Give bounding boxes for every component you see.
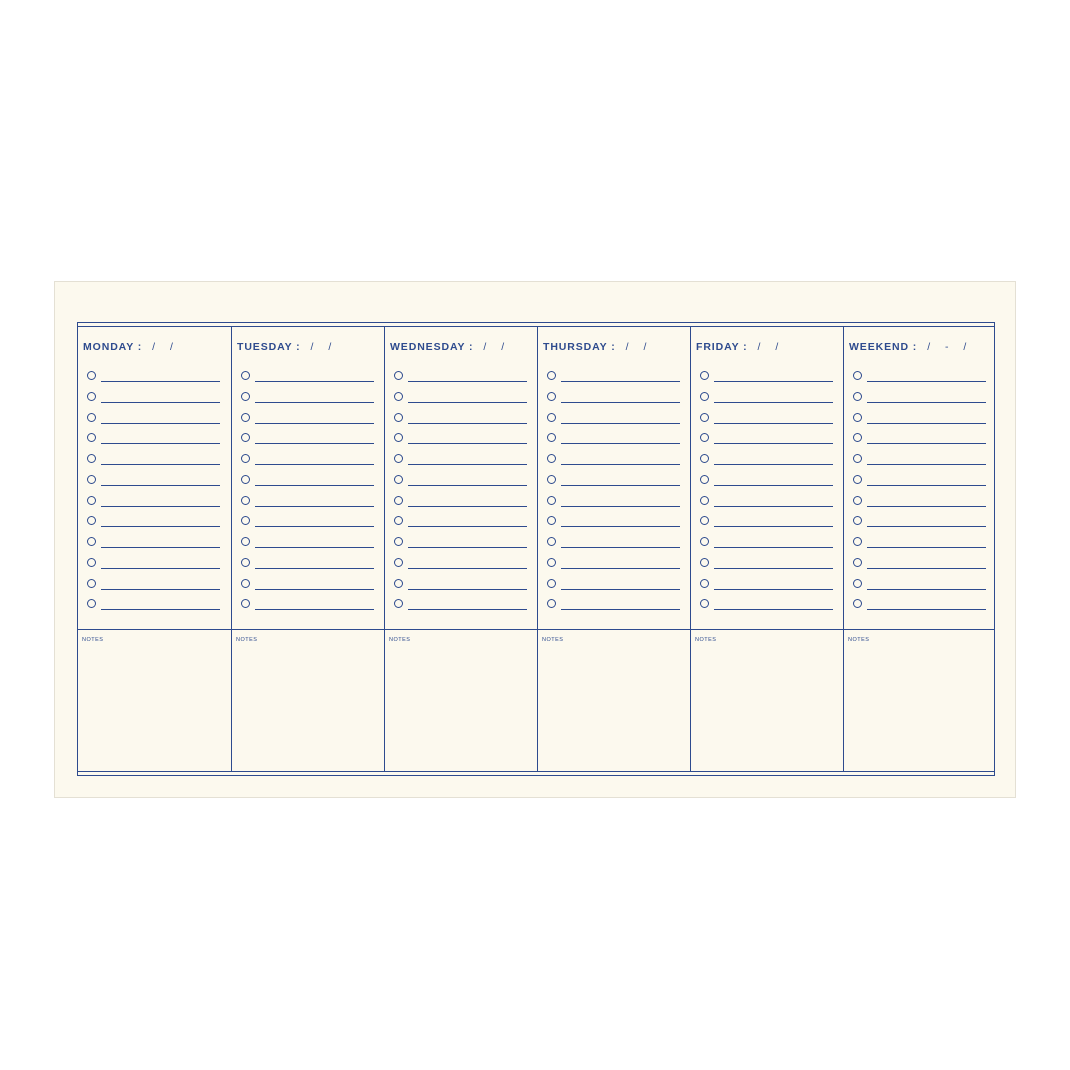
task-line[interactable]: [867, 568, 986, 569]
task-item[interactable]: [547, 371, 680, 383]
task-line[interactable]: [101, 568, 220, 569]
date-field[interactable]: / /: [483, 341, 511, 353]
checkbox-circle-icon[interactable]: [700, 433, 709, 442]
task-line[interactable]: [101, 402, 220, 403]
task-line[interactable]: [867, 485, 986, 486]
task-line[interactable]: [714, 568, 833, 569]
task-item[interactable]: [547, 454, 680, 466]
task-line[interactable]: [255, 485, 374, 486]
checkbox-circle-icon[interactable]: [394, 413, 403, 422]
task-line[interactable]: [561, 381, 680, 382]
task-line[interactable]: [714, 464, 833, 465]
task-item[interactable]: [700, 579, 833, 591]
checkbox-circle-icon[interactable]: [547, 558, 556, 567]
checkbox-circle-icon[interactable]: [853, 579, 862, 588]
task-line[interactable]: [408, 589, 527, 590]
task-item[interactable]: [87, 537, 220, 549]
task-item[interactable]: [394, 433, 527, 445]
task-item[interactable]: [700, 537, 833, 549]
task-line[interactable]: [101, 485, 220, 486]
checkbox-circle-icon[interactable]: [87, 496, 96, 505]
task-line[interactable]: [255, 547, 374, 548]
task-item[interactable]: [394, 392, 527, 404]
checkbox-circle-icon[interactable]: [241, 433, 250, 442]
notes-label: NOTES: [542, 637, 564, 643]
task-line[interactable]: [101, 464, 220, 465]
task-line[interactable]: [561, 402, 680, 403]
task-item[interactable]: [853, 392, 986, 404]
task-item[interactable]: [547, 496, 680, 508]
task-line[interactable]: [867, 381, 986, 382]
task-item[interactable]: [547, 579, 680, 591]
task-line[interactable]: [867, 609, 986, 610]
task-line[interactable]: [561, 589, 680, 590]
task-item[interactable]: [241, 496, 374, 508]
checkbox-circle-icon[interactable]: [853, 537, 862, 546]
task-item[interactable]: [394, 371, 527, 383]
task-item[interactable]: [394, 599, 527, 611]
checkbox-circle-icon[interactable]: [700, 599, 709, 608]
day-name: TUESDAY :: [237, 341, 301, 353]
task-line[interactable]: [255, 568, 374, 569]
checkbox-circle-icon[interactable]: [853, 433, 862, 442]
task-item[interactable]: [853, 599, 986, 611]
task-item[interactable]: [87, 454, 220, 466]
task-line[interactable]: [867, 506, 986, 507]
checkbox-circle-icon[interactable]: [241, 371, 250, 380]
task-item[interactable]: [241, 599, 374, 611]
task-item[interactable]: [547, 599, 680, 611]
task-item[interactable]: [853, 496, 986, 508]
task-line[interactable]: [101, 526, 220, 527]
task-item[interactable]: [241, 475, 374, 487]
task-line[interactable]: [867, 443, 986, 444]
task-item[interactable]: [700, 371, 833, 383]
task-item[interactable]: [241, 558, 374, 570]
checkbox-circle-icon[interactable]: [394, 558, 403, 567]
date-field[interactable]: / /: [757, 341, 785, 353]
checkbox-circle-icon[interactable]: [87, 413, 96, 422]
checkbox-circle-icon[interactable]: [547, 496, 556, 505]
task-line[interactable]: [255, 381, 374, 382]
day-header: [696, 341, 784, 353]
task-item[interactable]: [394, 475, 527, 487]
task-line[interactable]: [561, 568, 680, 569]
task-line[interactable]: [101, 443, 220, 444]
day-name: WEEKEND :: [849, 341, 918, 353]
task-item[interactable]: [394, 413, 527, 425]
task-line[interactable]: [408, 485, 527, 486]
task-line[interactable]: [255, 423, 374, 424]
task-item[interactable]: [241, 454, 374, 466]
checkbox-circle-icon[interactable]: [700, 371, 709, 380]
checkbox-circle-icon[interactable]: [241, 392, 250, 401]
day-column-friday: [690, 326, 843, 772]
checkbox-circle-icon[interactable]: [547, 516, 556, 525]
task-line[interactable]: [714, 423, 833, 424]
task-line[interactable]: [408, 568, 527, 569]
task-item[interactable]: [547, 413, 680, 425]
checkbox-circle-icon[interactable]: [241, 496, 250, 505]
day-header: [390, 341, 510, 353]
checkbox-circle-icon[interactable]: [87, 579, 96, 588]
task-line[interactable]: [408, 464, 527, 465]
task-item[interactable]: [700, 454, 833, 466]
checkbox-circle-icon[interactable]: [241, 537, 250, 546]
checkbox-circle-icon[interactable]: [547, 475, 556, 484]
checkbox-circle-icon[interactable]: [394, 496, 403, 505]
task-line[interactable]: [561, 609, 680, 610]
checkbox-circle-icon[interactable]: [241, 454, 250, 463]
checkbox-circle-icon[interactable]: [700, 579, 709, 588]
task-item[interactable]: [700, 392, 833, 404]
checkbox-circle-icon[interactable]: [547, 413, 556, 422]
checkbox-circle-icon[interactable]: [853, 371, 862, 380]
task-line[interactable]: [867, 547, 986, 548]
task-line[interactable]: [867, 423, 986, 424]
checkbox-circle-icon[interactable]: [853, 558, 862, 567]
planner-frame: [77, 322, 995, 776]
date-field[interactable]: / /: [310, 341, 338, 353]
task-item[interactable]: [853, 475, 986, 487]
task-line[interactable]: [714, 506, 833, 507]
task-item[interactable]: [241, 433, 374, 445]
checkbox-circle-icon[interactable]: [853, 392, 862, 401]
checkbox-circle-icon[interactable]: [87, 516, 96, 525]
checkbox-circle-icon[interactable]: [87, 558, 96, 567]
task-line[interactable]: [561, 464, 680, 465]
day-column-thursday: [537, 326, 690, 772]
task-line[interactable]: [101, 547, 220, 548]
checkbox-circle-icon[interactable]: [394, 475, 403, 484]
checkbox-circle-icon[interactable]: [700, 516, 709, 525]
task-item[interactable]: [87, 579, 220, 591]
day-name: MONDAY :: [83, 341, 143, 353]
task-item[interactable]: [87, 392, 220, 404]
task-line[interactable]: [714, 526, 833, 527]
checkbox-circle-icon[interactable]: [394, 433, 403, 442]
task-line[interactable]: [714, 609, 833, 610]
task-item[interactable]: [241, 516, 374, 528]
task-line[interactable]: [255, 609, 374, 610]
task-item[interactable]: [547, 475, 680, 487]
task-line[interactable]: [714, 485, 833, 486]
checkbox-circle-icon[interactable]: [547, 371, 556, 380]
task-line[interactable]: [101, 609, 220, 610]
task-item[interactable]: [87, 413, 220, 425]
task-line[interactable]: [408, 526, 527, 527]
checkbox-circle-icon[interactable]: [241, 475, 250, 484]
task-item[interactable]: [853, 433, 986, 445]
checkbox-circle-icon[interactable]: [547, 579, 556, 588]
task-item[interactable]: [547, 537, 680, 549]
task-item[interactable]: [87, 371, 220, 383]
day-column-monday: [78, 326, 231, 772]
task-item[interactable]: [87, 599, 220, 611]
task-item[interactable]: [700, 496, 833, 508]
task-line[interactable]: [561, 547, 680, 548]
task-line[interactable]: [101, 506, 220, 507]
checkbox-circle-icon[interactable]: [853, 413, 862, 422]
task-item[interactable]: [853, 454, 986, 466]
checkbox-circle-icon[interactable]: [87, 454, 96, 463]
task-item[interactable]: [700, 475, 833, 487]
day-column-weekend: [843, 326, 996, 772]
task-item[interactable]: [87, 433, 220, 445]
task-line[interactable]: [714, 381, 833, 382]
notes-label: NOTES: [695, 637, 717, 643]
checkbox-circle-icon[interactable]: [853, 516, 862, 525]
task-item[interactable]: [241, 413, 374, 425]
checkbox-circle-icon[interactable]: [547, 454, 556, 463]
task-item[interactable]: [241, 537, 374, 549]
day-name: WEDNESDAY :: [390, 341, 474, 353]
task-item[interactable]: [87, 558, 220, 570]
task-item[interactable]: [394, 516, 527, 528]
checkbox-circle-icon[interactable]: [87, 392, 96, 401]
checkbox-circle-icon[interactable]: [87, 537, 96, 546]
checkbox-circle-icon[interactable]: [700, 558, 709, 567]
task-item[interactable]: [700, 516, 833, 528]
task-item[interactable]: [700, 558, 833, 570]
task-line[interactable]: [101, 381, 220, 382]
checkbox-circle-icon[interactable]: [700, 496, 709, 505]
date-field[interactable]: / /: [152, 341, 179, 353]
checkbox-circle-icon[interactable]: [853, 496, 862, 505]
checkbox-circle-icon[interactable]: [700, 413, 709, 422]
task-line[interactable]: [408, 609, 527, 610]
task-item[interactable]: [394, 579, 527, 591]
checkbox-circle-icon[interactable]: [547, 537, 556, 546]
checkbox-circle-icon[interactable]: [87, 599, 96, 608]
planner-pad: [54, 281, 1016, 798]
task-line[interactable]: [867, 464, 986, 465]
task-line[interactable]: [408, 423, 527, 424]
checkbox-circle-icon[interactable]: [394, 579, 403, 588]
notes-label: NOTES: [389, 637, 411, 643]
task-item[interactable]: [394, 558, 527, 570]
task-line[interactable]: [408, 443, 527, 444]
task-line[interactable]: [408, 547, 527, 548]
task-item[interactable]: [87, 496, 220, 508]
task-item[interactable]: [394, 537, 527, 549]
task-item[interactable]: [241, 371, 374, 383]
checkbox-circle-icon[interactable]: [700, 537, 709, 546]
task-item[interactable]: [87, 516, 220, 528]
task-line[interactable]: [561, 506, 680, 507]
task-line[interactable]: [101, 589, 220, 590]
task-item[interactable]: [700, 433, 833, 445]
task-line[interactable]: [255, 526, 374, 527]
checkbox-circle-icon[interactable]: [87, 433, 96, 442]
task-line[interactable]: [867, 526, 986, 527]
checkbox-circle-icon[interactable]: [394, 599, 403, 608]
checkbox-circle-icon[interactable]: [241, 558, 250, 567]
checkbox-circle-icon[interactable]: [547, 392, 556, 401]
task-item[interactable]: [547, 516, 680, 528]
task-item[interactable]: [853, 579, 986, 591]
task-item[interactable]: [87, 475, 220, 487]
task-line[interactable]: [255, 506, 374, 507]
task-line[interactable]: [255, 443, 374, 444]
day-name: FRIDAY :: [696, 341, 748, 353]
checkbox-circle-icon[interactable]: [700, 475, 709, 484]
checkbox-circle-icon[interactable]: [700, 392, 709, 401]
checkbox-circle-icon[interactable]: [394, 371, 403, 380]
checkbox-circle-icon[interactable]: [547, 433, 556, 442]
checkbox-circle-icon[interactable]: [87, 371, 96, 380]
task-item[interactable]: [853, 413, 986, 425]
notes-label: NOTES: [848, 637, 870, 643]
task-item[interactable]: [547, 558, 680, 570]
task-line[interactable]: [714, 443, 833, 444]
task-line[interactable]: [255, 589, 374, 590]
task-item[interactable]: [853, 537, 986, 549]
date-field[interactable]: / /: [625, 341, 653, 353]
day-column-tuesday: [231, 326, 384, 772]
task-line[interactable]: [255, 402, 374, 403]
checkbox-circle-icon[interactable]: [394, 454, 403, 463]
task-line[interactable]: [408, 506, 527, 507]
task-item[interactable]: [241, 579, 374, 591]
task-line[interactable]: [867, 589, 986, 590]
task-line[interactable]: [561, 423, 680, 424]
day-header: [237, 341, 337, 353]
task-item[interactable]: [853, 516, 986, 528]
checkbox-circle-icon[interactable]: [394, 537, 403, 546]
task-item[interactable]: [547, 433, 680, 445]
task-item[interactable]: [547, 392, 680, 404]
task-line[interactable]: [561, 526, 680, 527]
day-name: THURSDAY :: [543, 341, 616, 353]
task-item[interactable]: [700, 599, 833, 611]
checkbox-circle-icon[interactable]: [241, 599, 250, 608]
task-line[interactable]: [101, 423, 220, 424]
task-item[interactable]: [394, 496, 527, 508]
checkbox-circle-icon[interactable]: [394, 516, 403, 525]
day-header: [849, 341, 972, 353]
checkbox-circle-icon[interactable]: [241, 579, 250, 588]
task-line[interactable]: [714, 547, 833, 548]
date-field[interactable]: / - /: [927, 341, 973, 353]
notes-label: NOTES: [236, 637, 258, 643]
task-line[interactable]: [714, 402, 833, 403]
checkbox-circle-icon[interactable]: [547, 599, 556, 608]
task-line[interactable]: [408, 402, 527, 403]
task-item[interactable]: [853, 558, 986, 570]
checkbox-circle-icon[interactable]: [394, 392, 403, 401]
checkbox-circle-icon[interactable]: [853, 454, 862, 463]
task-item[interactable]: [394, 454, 527, 466]
task-line[interactable]: [561, 485, 680, 486]
checkbox-circle-icon[interactable]: [87, 475, 96, 484]
day-column-wednesday: [384, 326, 537, 772]
day-header: [543, 341, 652, 353]
checkbox-circle-icon[interactable]: [700, 454, 709, 463]
checkbox-circle-icon[interactable]: [853, 475, 862, 484]
task-line[interactable]: [561, 443, 680, 444]
task-item[interactable]: [241, 392, 374, 404]
notes-label: NOTES: [82, 637, 104, 643]
task-line[interactable]: [408, 381, 527, 382]
task-item[interactable]: [700, 413, 833, 425]
task-line[interactable]: [714, 589, 833, 590]
task-line[interactable]: [867, 402, 986, 403]
day-header: [83, 341, 179, 353]
checkbox-circle-icon[interactable]: [241, 413, 250, 422]
checkbox-circle-icon[interactable]: [241, 516, 250, 525]
task-item[interactable]: [853, 371, 986, 383]
checkbox-circle-icon[interactable]: [853, 599, 862, 608]
task-line[interactable]: [255, 464, 374, 465]
